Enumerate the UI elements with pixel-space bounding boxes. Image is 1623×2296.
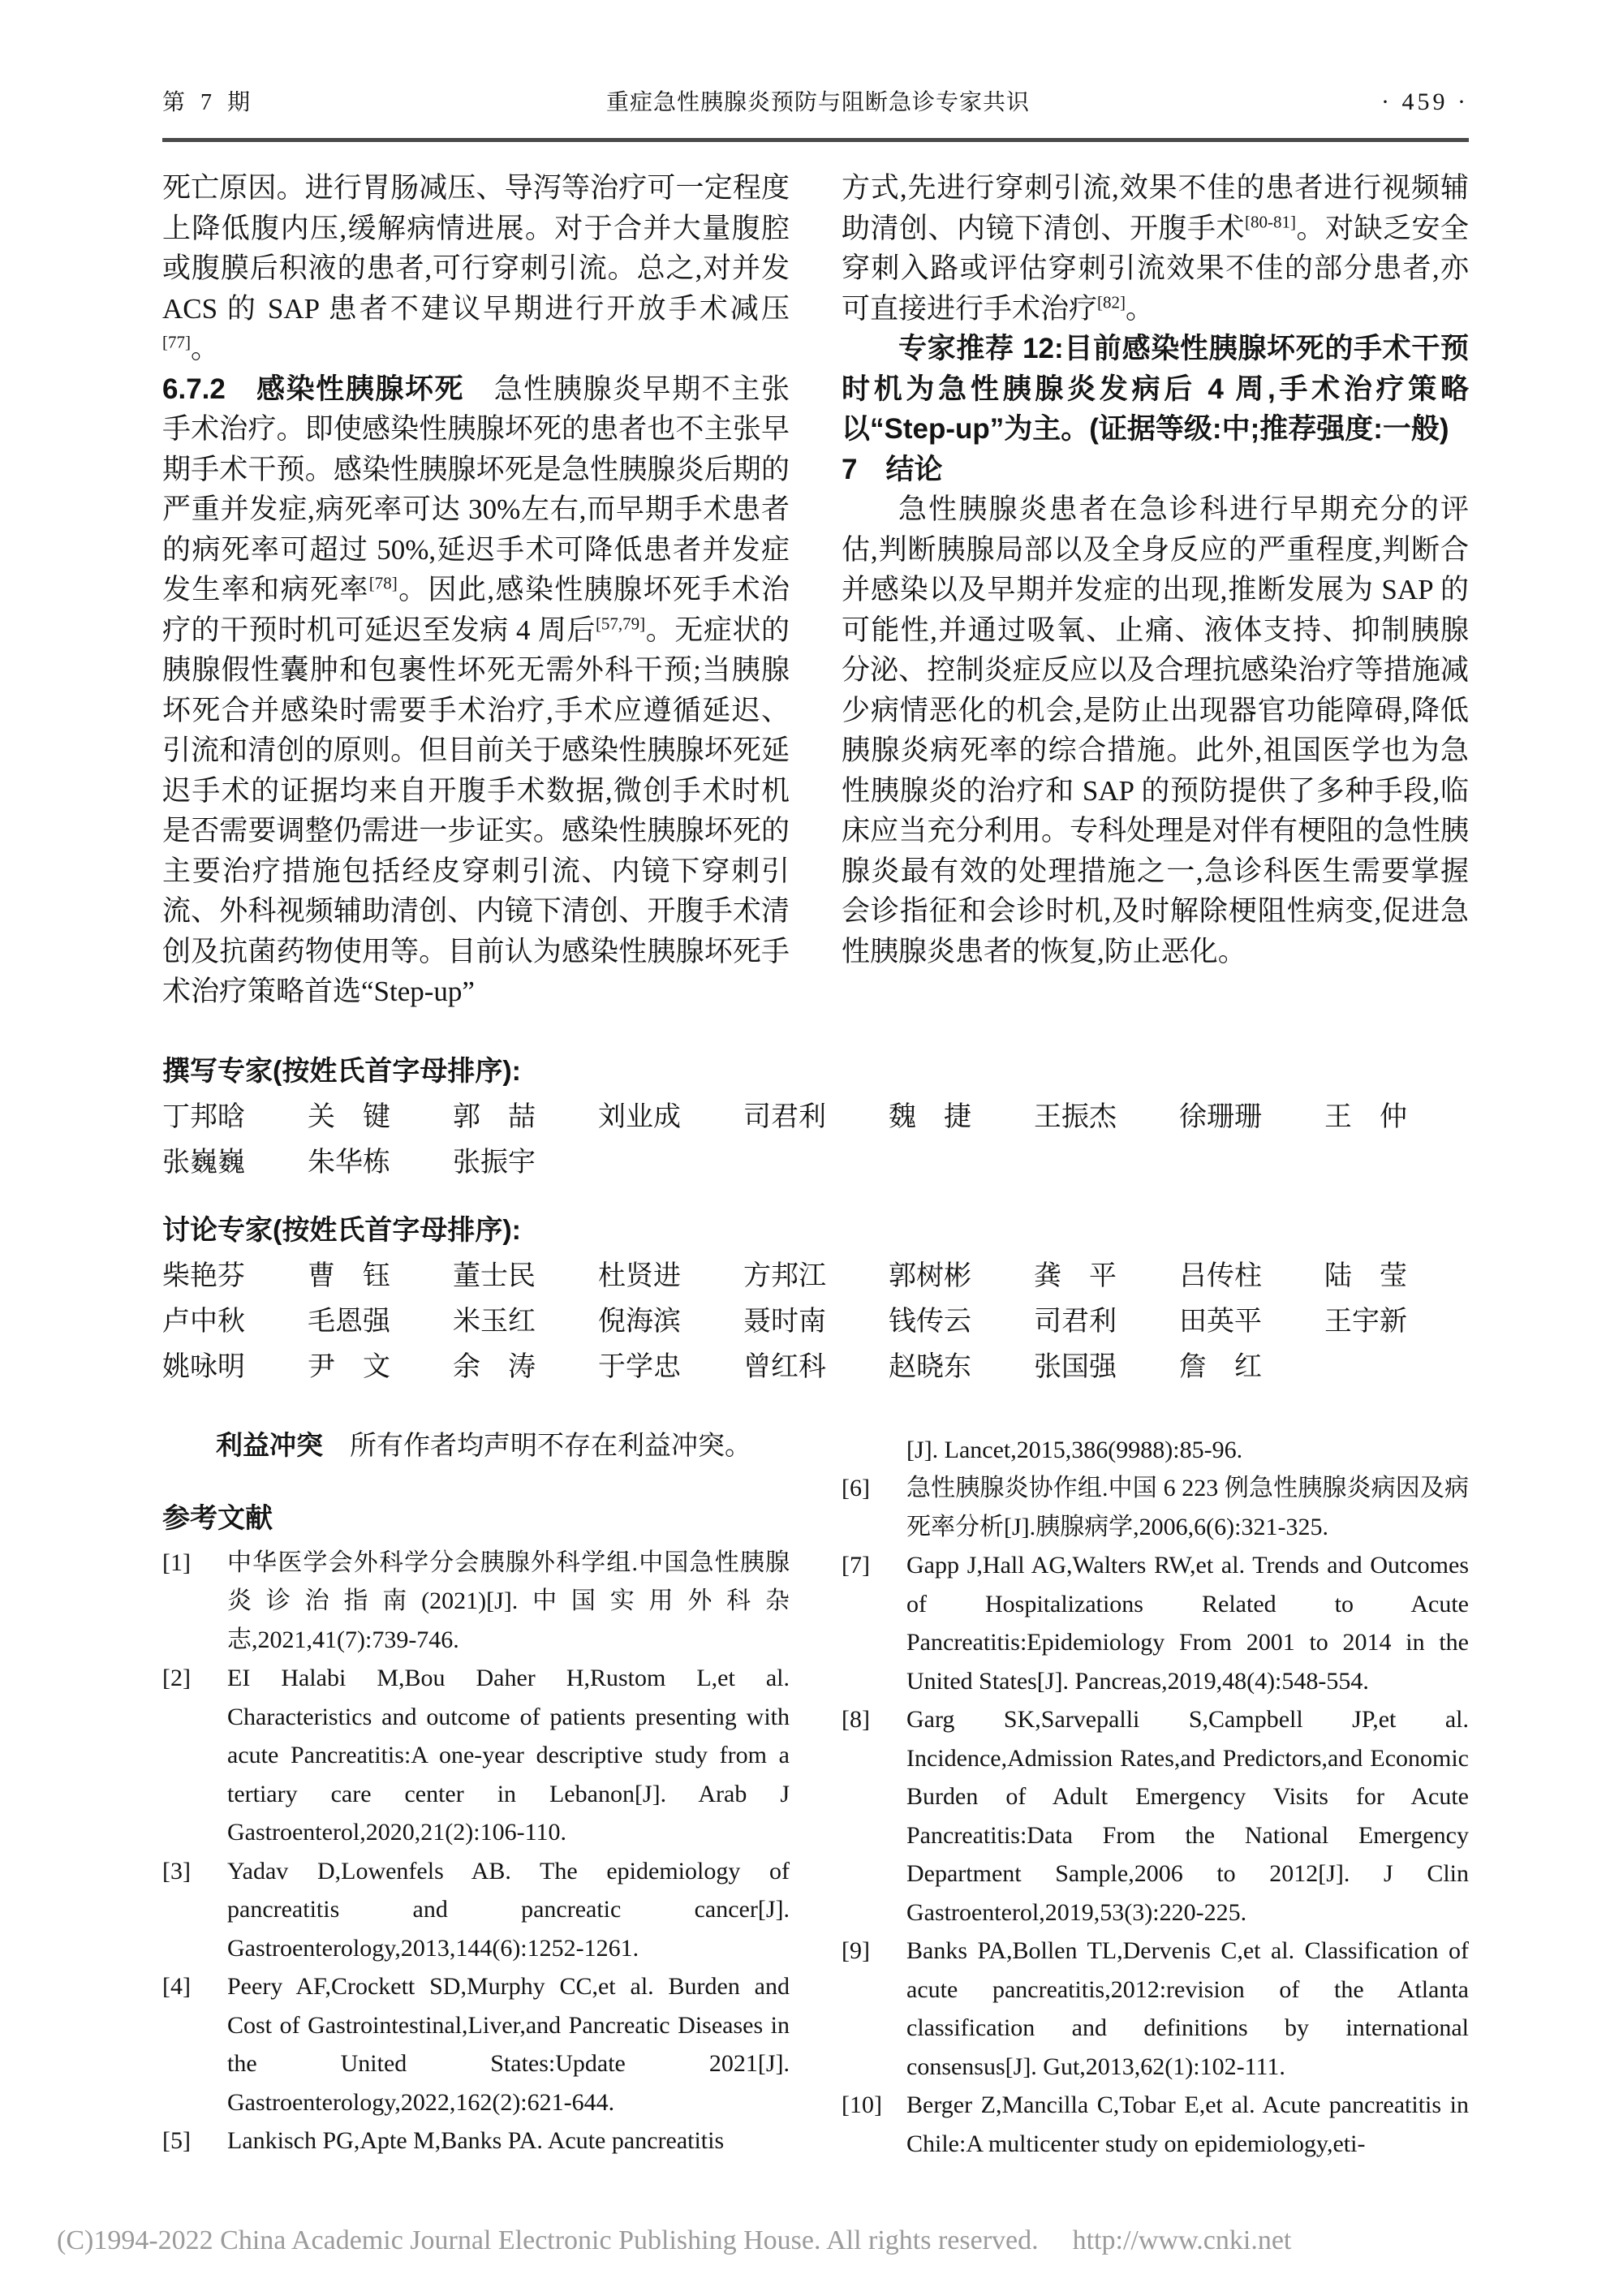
expert-name: 赵晓东: [889, 1351, 971, 1382]
page-header: [162, 0, 1469, 117]
reference-item: [842, 1469, 1469, 1546]
reference-list-right: [842, 1431, 1469, 2164]
citation-superscript: [80-81]: [1245, 211, 1296, 231]
cnki-watermark: [57, 2225, 1291, 2256]
expert-name: 司君利: [743, 1101, 826, 1132]
reference-item: [162, 2122, 790, 2160]
expert-name: 郭树彬: [889, 1260, 971, 1291]
expert-name: 曹 钰: [308, 1260, 390, 1291]
references-heading: 参考文献: [162, 1502, 273, 1534]
text-segment: 6.7.2 感染性胰腺坏死: [162, 373, 465, 405]
references-region: [162, 1426, 1469, 2164]
experts-section: [162, 1051, 1469, 1390]
expert-name: 钱传云: [889, 1306, 971, 1337]
expert-name: 郭 喆: [453, 1101, 536, 1132]
discussion-experts-list: [162, 1254, 1469, 1390]
expert-name: 龚 平: [1034, 1260, 1117, 1291]
conflict-of-interest-statement: [162, 1426, 790, 1466]
reference-item: [842, 1431, 1469, 1470]
expert-name: 陆 莹: [1324, 1260, 1407, 1291]
expert-name: 王 仲: [1324, 1101, 1407, 1132]
expert-name: 詹 红: [1179, 1351, 1262, 1382]
expert-name: 毛恩强: [308, 1306, 390, 1337]
expert-name: 米玉红: [453, 1306, 536, 1337]
reference-text: 中华医学会外科学分会胰腺外科学组.中国急性胰腺炎诊治指南(2021)[J].中国实用外科杂志,2021,41(7):739-746.: [227, 1549, 790, 1653]
paragraph: [162, 168, 790, 369]
paragraph: [162, 369, 790, 1012]
references-right-column: [842, 1426, 1469, 2164]
expert-name: 柴艳芬: [162, 1260, 245, 1291]
issue-label: 第 7 期: [162, 90, 256, 115]
expert-name: 尹 文: [308, 1351, 390, 1382]
writing-experts-heading: 撰写专家(按姓氏首字母排序):: [162, 1055, 521, 1087]
reference-text: Yadav D,Lowenfels AB. The epidemiology of pancreatitis and pancreatic cancer[J]. Gastroenterology,2013,144(6):1252-1261.: [227, 1857, 790, 1962]
reference-text: Berger Z,Mancilla C,Tobar E,et al. Acute pancreatitis in Chile:A multicenter study on epidemiology,eti-: [906, 2091, 1469, 2157]
discussion-experts-heading: 讨论专家(按姓氏首字母排序):: [162, 1214, 521, 1246]
reference-number: [7]: [842, 1552, 870, 1579]
text-segment: 。因此,感染性胰腺坏死手术治疗的干预时机可延迟至发病 4 周后: [162, 574, 790, 646]
citation-superscript: [82]: [1097, 291, 1126, 312]
text-segment: 急性胰腺炎早期不主张手术治疗。即使感染性胰腺坏死的患者也不主张早期手术干预。感染性胰腺坏死是急性胰腺炎后期的严重并发症,病死率可达 30%左右,而早期手术患者的病死率可超过 50%,延迟手术可降低患者并发症发生率和病死率: [162, 373, 790, 605]
reference-text: Lankisch PG,Apte M,Banks PA. Acute pancreatitis: [227, 2127, 725, 2154]
reference-text: [J]. Lancet,2015,386(9988):85-96.: [906, 1436, 1243, 1463]
reference-text: EI Halabi M,Bou Daher H,Rustom L,et al. Characteristics and outcome of patients presenting with acute Pancreatitis:A one-year descriptive study from a tertiary care center in Lebanon[J]. Arab J Gastroenterol,2020,21(2):106-110.: [227, 1665, 790, 1846]
reference-item: [842, 2086, 1469, 2163]
expert-name: 卢中秋: [162, 1306, 245, 1337]
reference-number: [2]: [162, 1665, 191, 1691]
text-segment: 。: [1126, 292, 1155, 325]
expert-name: 丁邦晗: [162, 1101, 245, 1132]
expert-name: 徐珊珊: [1179, 1101, 1262, 1132]
expert-name: 于学忠: [598, 1351, 681, 1382]
reference-number: [4]: [162, 1973, 191, 2000]
expert-name: 曾红科: [743, 1351, 826, 1382]
reference-item: [162, 1852, 790, 1968]
expert-name: 田英平: [1179, 1306, 1262, 1337]
expert-name: 刘业成: [598, 1101, 681, 1132]
expert-name: 张国强: [1034, 1351, 1117, 1382]
expert-name: 魏 捷: [889, 1101, 971, 1132]
expert-name: 王振杰: [1034, 1101, 1117, 1132]
expert-name: 姚咏明: [162, 1351, 245, 1382]
reference-number: [3]: [162, 1857, 191, 1885]
reference-item: [842, 1700, 1469, 1932]
citation-superscript: [77]: [162, 332, 191, 352]
expert-name: 方邦江: [743, 1260, 826, 1291]
expert-name: 司君利: [1034, 1306, 1117, 1337]
reference-text: Garg SK,Sarvepalli S,Campbell JP,et al. Incidence,Admission Rates,and Predictors,and Economic Burden of Adult Emergency Visits for Acute Pancreatitis:Data From the National Emergency Department Sample,2006 to 2012[J]. J Clin Gastroenterol,2019,53(3):220-225.: [906, 1706, 1469, 1926]
page-number: · 459 ·: [1381, 88, 1469, 115]
body-left-column: [162, 168, 790, 1012]
expert-name: 王宇新: [1324, 1306, 1407, 1337]
expert-name: 杜贤进: [598, 1260, 681, 1291]
reference-number: [5]: [162, 2127, 191, 2154]
body-right-column: [842, 168, 1469, 1012]
reference-item: [842, 1932, 1469, 2086]
text-segment: 。对缺乏安全穿刺入路或评估穿刺引流效果不佳的部分患者,亦可直接进行手术治疗: [842, 212, 1469, 325]
text-segment: 方式,先进行穿刺引流,效果不佳的患者进行视频辅助清创、内镜下清创、开腹手术: [842, 172, 1469, 244]
reference-number: [10]: [842, 2091, 882, 2118]
reference-list-left: [162, 1544, 790, 2160]
expert-name: 张巍巍: [162, 1147, 245, 1178]
reference-number: [8]: [842, 1706, 870, 1733]
expert-name: 聂时南: [743, 1306, 826, 1337]
paragraph: [842, 168, 1469, 329]
text-segment: 死亡原因。进行胃肠减压、导泻等治疗可一定程度上降低腹内压,缓解病情进展。对于合并大量腹腔或腹膜后积液的患者,可行穿刺引流。总之,对并发 ACS 的 SAP 患者不建议早期进行开放手术减压: [162, 172, 790, 325]
text-segment: 。无症状的胰腺假性囊肿和包裹性坏死无需外科干预;当胰腺坏死合并感染时需要手术治疗,手术应遵循延迟、引流和清创的原则。但目前关于感染性胰腺坏死延迟手术的证据均来自开腹手术数据,微创手术时机是否需要调整仍需进一步证实。感染性胰腺坏死的主要治疗措施包括经皮穿刺引流、内镜下穿刺引流、外科视频辅助清创、内镜下清创、开腹手术清创及抗菌药物使用等。目前认为感染性胰腺坏死手术治疗策略首选“Step-up”: [162, 614, 790, 1007]
running-title: 重症急性胰腺炎预防与阻断急诊专家共识: [606, 90, 1031, 115]
reference-item: [162, 1659, 790, 1852]
reference-item: [842, 1546, 1469, 1700]
reference-item: [162, 1967, 790, 2122]
cnki-url: http://www.cnki.net: [1072, 2225, 1292, 2255]
body-columns: [162, 168, 1469, 1012]
text-segment: 专家推荐 12:目前感染性胰腺坏死的手术干预时机为急性胰腺炎发病后 4 周,手术治疗策略以“Step-up”为主。(证据等级:中;推荐强度:一般): [842, 333, 1469, 445]
reference-text: Peery AF,Crockett SD,Murphy CC,et al. Burden and Cost of Gastrointestinal,Liver,and Pancreatic Diseases in the United States:Update 2021[J]. Gastroenterology,2022,162(2):621-644.: [227, 1973, 790, 2116]
reference-text: Gapp J,Hall AG,Walters RW,et al. Trends and Outcomes of Hospitalizations Related to Acute Pancreatitis:Epidemiology From 2001 to 2014 in the United States[J]. Pancreas,2019,48(4):548-554.: [906, 1552, 1469, 1695]
reference-number: [9]: [842, 1937, 870, 1964]
paragraph: [842, 489, 1469, 971]
section-heading: [842, 450, 1469, 490]
reference-text: 急性胰腺炎协作组.中国 6 223 例急性胰腺炎病因及病死率分析[J].胰腺病学,2006,6(6):321-325.: [906, 1475, 1469, 1540]
copyright-text: (C)1994-2022 China Academic Journal Electronic Publishing House. All rights reserved.: [57, 2225, 1039, 2255]
expert-name: 张振宇: [453, 1147, 536, 1178]
conflict-text: 所有作者均声明不存在利益冲突。: [323, 1431, 751, 1461]
reference-number: [6]: [842, 1475, 870, 1501]
reference-text: Banks PA,Bollen TL,Dervenis C,et al. Classification of acute pancreatitis,2012:revision of the Atlanta classification and definitions by international consensus[J]. Gut,2013,62(1):102-111.: [906, 1937, 1469, 2080]
citation-superscript: [78]: [368, 573, 398, 593]
expert-name: 朱华栋: [308, 1147, 390, 1178]
writing-experts-list: [162, 1095, 1469, 1186]
expert-name: 董士民: [453, 1260, 536, 1291]
expert-name: 倪海滨: [598, 1306, 681, 1337]
reference-item: [162, 1544, 790, 1660]
text-segment: 。: [191, 333, 220, 364]
conflict-label: 利益冲突: [216, 1429, 323, 1460]
text-segment: 7 结论: [842, 453, 943, 485]
citation-superscript: [57,79]: [595, 613, 646, 633]
expert-name: 关 键: [308, 1101, 390, 1132]
text-segment: 急性胰腺炎患者在急诊科进行早期充分的评估,判断胰腺局部以及全身反应的严重程度,判断合并感染以及早期并发症的出现,推断发展为 SAP 的可能性,并通过吸氧、止痛、液体支持、抑制胰腺分泌、控制炎症反应以及合理抗感染治疗等措施减少病情恶化的机会,是防止出现器官功能障碍,降低胰腺炎病死率的综合措施。此外,祖国医学也为急性胰腺炎的治疗和 SAP 的预防提供了多种手段,临床应当充分利用。专科处理是对伴有梗阻的急性胰腺炎最有效的处理措施之一,急诊科医生需要掌握会诊指征和会诊时机,及时解除梗阻性病变,促进急性胰腺炎患者的恢复,防止恶化。: [842, 493, 1469, 967]
header-rule: [162, 138, 1469, 142]
paragraph: [842, 329, 1469, 450]
references-left-column: [162, 1426, 790, 2164]
expert-name: 吕传柱: [1179, 1260, 1262, 1291]
reference-number: [1]: [162, 1549, 191, 1576]
expert-name: 余 涛: [453, 1351, 536, 1382]
